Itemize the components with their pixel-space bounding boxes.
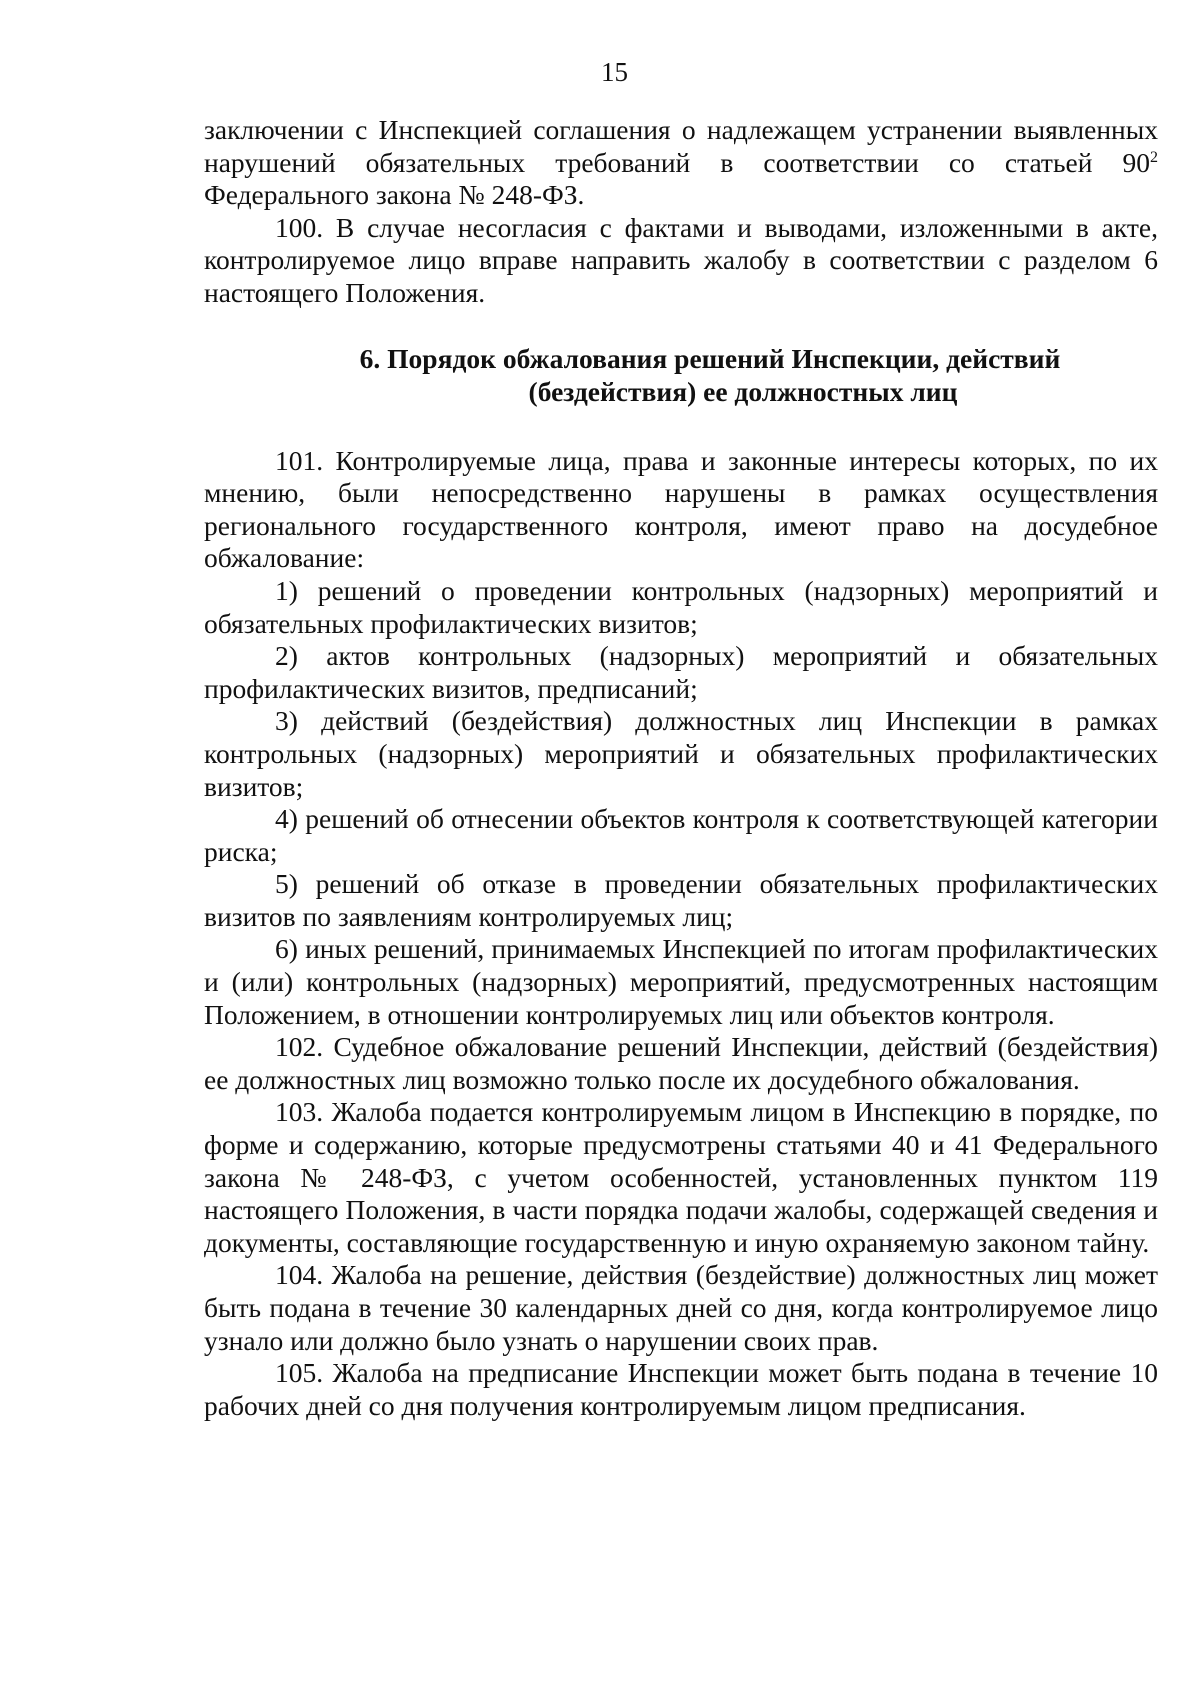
paragraph-103: 103. Жалоба подается контролируемым лицом в Инспекцию в порядке, по форме и содержанию, которые предусмотрены статьями 40 и 41 Федерального закона № 248-ФЗ, с учетом особенностей, установленных пунктом 119 настоящего Положения, в части порядка подачи жалобы, содержащей сведения и документы, составляющие государственную и иную охраняемую законом тайну. (204, 1096, 1158, 1258)
section-heading (204, 342, 1158, 408)
list-item-4: 4) решений об отнесении объектов контроля к соответствующей категории риска; (204, 803, 1158, 867)
superscript: 2 (1150, 148, 1158, 166)
list-item-1: 1) решений о проведении контрольных (надзорных) мероприятий и обязательных профилактических визитов; (204, 574, 1158, 639)
paragraph-100: 100. В случае несогласия с фактами и выводами, изложенными в акте, контролируемое лицо вправе направить жалобу в соответствии с разделом 6 настоящего Положения. (204, 211, 1158, 308)
paragraph-text: заключении с Инспекцией соглашения о надлежащем устранении выявленных нарушений обязательных требований в соответствии со статьей 90 (204, 114, 1158, 178)
paragraph-text: Федерального закона № 248-ФЗ. (204, 179, 585, 211)
paragraph-105: 105. Жалоба на предписание Инспекции может быть подана в течение 10 рабочих дней со дня получения контролируемым лицом предписания. (204, 1357, 1158, 1421)
paragraph-101: 101. Контролируемые лица, права и законные интересы которых, по их мнению, были непосредственно нарушены в рамках осуществления регионального государственного контроля, имеют право на досудебное обжалование: (204, 444, 1158, 574)
list-item-2: 2) актов контрольных (надзорных) мероприятий и обязательных профилактических визитов, предписаний; (204, 640, 1158, 704)
paragraph-104: 104. Жалоба на решение, действия (бездействие) должностных лиц может быть подана в течение 30 календарных дней со дня, когда контролируемое лицо узнало или должно было узнать о нарушении своих прав. (204, 1259, 1158, 1356)
list-item-3: 3) действий (бездействия) должностных лиц Инспекции в рамках контрольных (надзорных) мероприятий и обязательных профилактических визитов; (204, 705, 1158, 802)
list-item-5: 5) решений об отказе в проведении обязательных профилактических визитов по заявлениям контролируемых лиц; (204, 868, 1158, 932)
section-heading-line-2: (бездействия) ее должностных лиц (528, 375, 958, 407)
section-heading-line-1: 6. Порядок обжалования решений Инспекции, действий (359, 342, 1061, 374)
page-number: 15 (601, 57, 628, 87)
document-body (204, 114, 1158, 1422)
paragraph-102: 102. Судебное обжалование решений Инспекции, действий (бездействия) ее должностных лиц возможно только после их досудебного обжалования. (204, 1031, 1158, 1095)
list-item-6: 6) иных решений, принимаемых Инспекцией по итогам профилактических и (или) контрольных (надзорных) мероприятий, предусмотренных настоящим Положением, в отношении контролируемых лиц или объектов контроля. (204, 933, 1158, 1030)
continuation-paragraph (204, 114, 1158, 212)
